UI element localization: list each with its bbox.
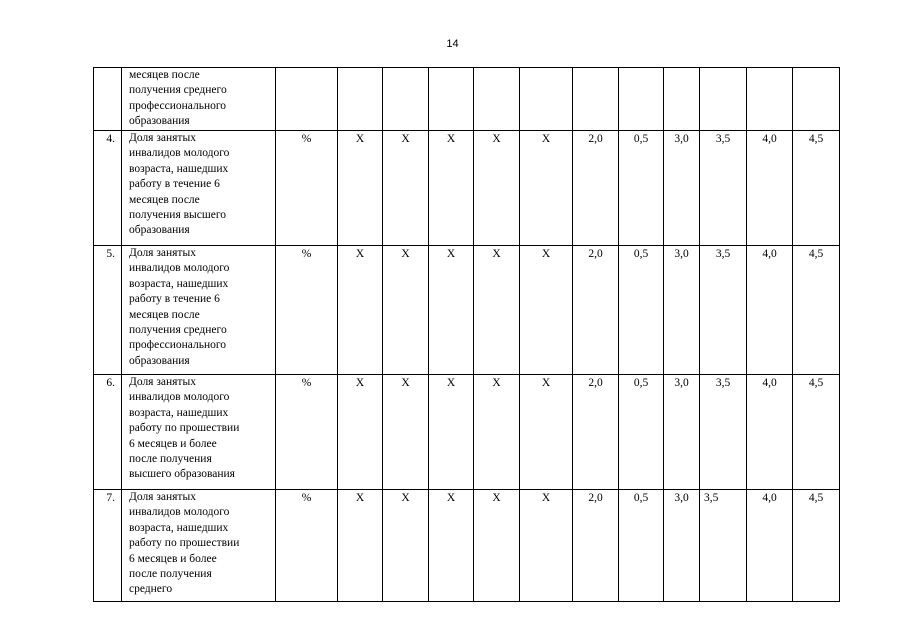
page-number: 14: [446, 38, 459, 50]
value-cell: 2,0: [573, 490, 619, 602]
value-cell: X: [338, 490, 383, 602]
value-cell: [619, 68, 664, 131]
value-cell: 4,5: [793, 490, 840, 602]
table-row: [94, 68, 840, 131]
value-cell: X: [474, 375, 520, 490]
value-cell: 3,5: [700, 246, 747, 375]
value-cell: X: [520, 375, 573, 490]
value-cell: [573, 68, 619, 131]
indicator-name: Доля занятых инвалидов молодого возраста, нашедших работу в течение 6 месяцев после получения среднего профессионального образования: [122, 246, 276, 375]
value-cell: X: [520, 246, 573, 375]
value-cell: 3,0: [664, 246, 700, 375]
value-cell: X: [474, 131, 520, 246]
value-cell: 4,0: [747, 131, 793, 246]
value-cell: X: [429, 246, 474, 375]
table-body: [94, 68, 840, 602]
unit-cell: [276, 68, 338, 131]
value-cell: 0,5: [619, 246, 664, 375]
value-cell: [747, 68, 793, 131]
value-cell: 4,5: [793, 375, 840, 490]
value-cell: [429, 68, 474, 131]
value-cell: X: [338, 246, 383, 375]
value-cell: [338, 68, 383, 131]
value-cell: 4,0: [747, 246, 793, 375]
value-cell: 4,0: [747, 490, 793, 602]
table-row: [94, 375, 840, 490]
unit-cell: %: [276, 246, 338, 375]
unit-cell: %: [276, 375, 338, 490]
value-cell: [474, 68, 520, 131]
value-cell: 3,0: [664, 490, 700, 602]
value-cell: 4,5: [793, 246, 840, 375]
indicator-name: Доля занятых инвалидов молодого возраста, нашедших работу в течение 6 месяцев после получения высшего образования: [122, 131, 276, 246]
value-cell: 0,5: [619, 131, 664, 246]
value-cell: 2,0: [573, 246, 619, 375]
value-cell: [793, 68, 840, 131]
value-cell: X: [383, 246, 429, 375]
row-number: 5.: [94, 246, 122, 375]
value-cell: X: [383, 490, 429, 602]
value-cell: 2,0: [573, 375, 619, 490]
row-number: 6.: [94, 375, 122, 490]
value-cell: X: [429, 490, 474, 602]
value-cell: X: [429, 375, 474, 490]
value-cell: 3,5: [700, 375, 747, 490]
indicators-table: [93, 67, 840, 602]
value-cell: X: [520, 131, 573, 246]
value-cell: 4,0: [747, 375, 793, 490]
value-cell: 3,0: [664, 375, 700, 490]
value-cell: X: [474, 490, 520, 602]
indicator-name: месяцев после получения среднего профессионального образования: [122, 68, 276, 131]
value-cell: [700, 68, 747, 131]
value-cell: [520, 68, 573, 131]
row-number: 4.: [94, 131, 122, 246]
value-cell: 3,0: [664, 131, 700, 246]
value-cell: X: [383, 375, 429, 490]
value-cell: [664, 68, 700, 131]
indicator-name: Доля занятых инвалидов молодого возраста, нашедших работу по прошествии 6 месяцев и более после получения высшего образования: [122, 375, 276, 490]
row-number: 7.: [94, 490, 122, 602]
indicator-name: Доля занятых инвалидов молодого возраста, нашедших работу по прошествии 6 месяцев и более после получения среднего: [122, 490, 276, 602]
value-cell: X: [383, 131, 429, 246]
unit-cell: %: [276, 490, 338, 602]
table-row: [94, 490, 840, 602]
value-cell: 0,5: [619, 490, 664, 602]
unit-cell: %: [276, 131, 338, 246]
value-cell: [383, 68, 429, 131]
value-cell: 2,0: [573, 131, 619, 246]
value-cell: X: [474, 246, 520, 375]
value-cell: X: [338, 131, 383, 246]
value-cell: 0,5: [619, 375, 664, 490]
value-cell: 3,5: [700, 131, 747, 246]
value-cell: X: [520, 490, 573, 602]
value-cell: 4,5: [793, 131, 840, 246]
value-cell: 3,5: [700, 490, 747, 602]
table-row: [94, 246, 840, 375]
table-row: [94, 131, 840, 246]
row-number: [94, 68, 122, 131]
value-cell: X: [429, 131, 474, 246]
value-cell: X: [338, 375, 383, 490]
